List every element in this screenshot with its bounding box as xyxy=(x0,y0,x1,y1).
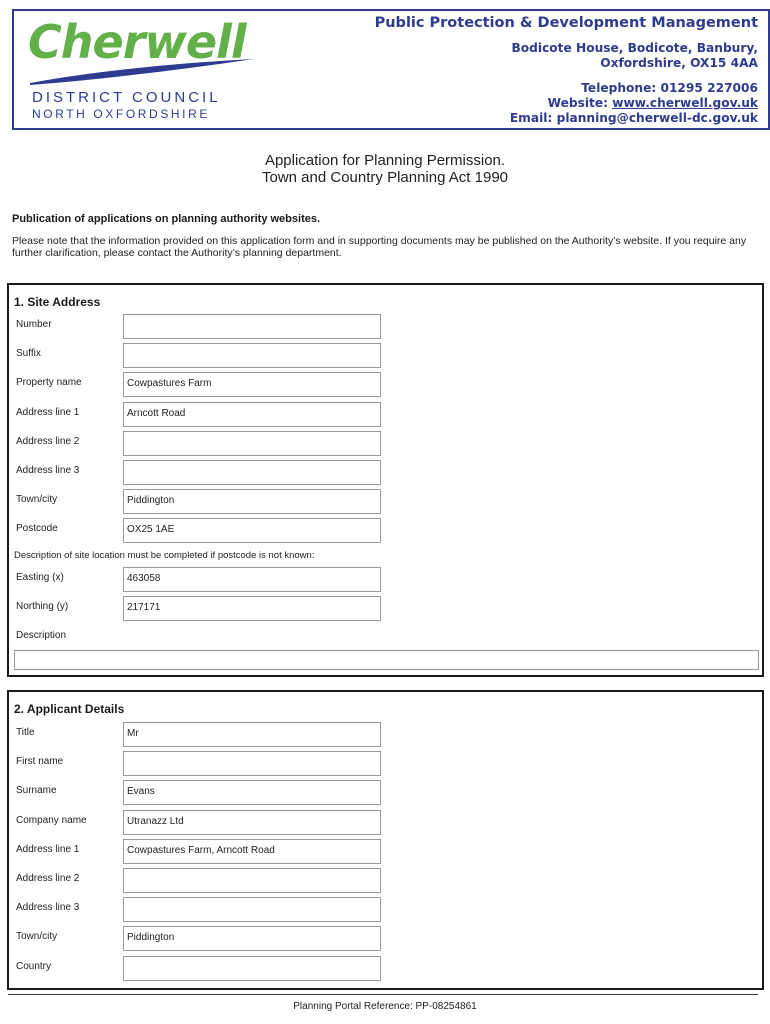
field-label: Surname xyxy=(16,785,57,797)
website-link[interactable]: www.cherwell.gov.uk xyxy=(612,96,758,110)
text-field[interactable] xyxy=(123,460,381,485)
site-address-row xyxy=(9,431,762,455)
field-label: Address line 1 xyxy=(16,843,80,855)
applicant-row xyxy=(9,780,762,804)
site-address-row xyxy=(9,314,762,338)
text-field[interactable] xyxy=(123,897,381,922)
field-label: Town/city xyxy=(16,931,58,943)
location-row xyxy=(9,596,762,620)
text-field[interactable]: Piddington xyxy=(123,489,381,514)
contact-block xyxy=(375,15,758,126)
text-field[interactable]: OX25 1AE xyxy=(123,518,381,543)
field-label: Address line 1 xyxy=(16,406,80,418)
council-logo-wordmark: Cherwell xyxy=(28,15,246,69)
document-title xyxy=(0,152,770,186)
site-address-section xyxy=(7,283,764,677)
applicant-row xyxy=(9,868,762,892)
field-label: Postcode xyxy=(16,523,58,535)
email-line xyxy=(375,111,758,126)
text-field[interactable]: Evans xyxy=(123,780,381,805)
section-title: 1. Site Address xyxy=(14,295,101,309)
site-address-row xyxy=(9,518,762,542)
text-field[interactable] xyxy=(123,956,381,981)
site-address-row xyxy=(9,460,762,484)
applicant-row xyxy=(9,751,762,775)
logo-north-oxfordshire: NORTH OXFORDSHIRE xyxy=(32,107,210,121)
text-field[interactable] xyxy=(123,431,381,456)
field-label: Town/city xyxy=(16,494,58,506)
text-field[interactable] xyxy=(123,343,381,368)
field-label: Title xyxy=(16,727,35,738)
publication-text: Please note that the information provided on this application form and in supporting documents may be published on the Authority’s website. If you require any further clarification, please contact the Authority’s planning department. xyxy=(12,235,747,259)
site-address-row xyxy=(9,489,762,513)
field-label: Easting (x) xyxy=(16,572,64,583)
title-line-2: Town and Country Planning Act 1990 xyxy=(262,169,508,186)
field-label: Northing (y) xyxy=(16,601,69,613)
applicant-row xyxy=(9,722,762,746)
field-label: Address line 3 xyxy=(16,902,80,914)
applicant-row xyxy=(9,810,762,834)
text-field[interactable]: Cowpastures Farm xyxy=(123,372,381,397)
text-field[interactable] xyxy=(123,314,381,339)
email-link[interactable]: planning@cherwell-dc.gov.uk xyxy=(556,111,758,125)
portal-reference: Planning Portal Reference: PP-08254861 xyxy=(293,1001,477,1012)
applicant-details-section xyxy=(7,690,764,990)
field-label: Country xyxy=(16,960,52,972)
site-address-row xyxy=(9,372,762,396)
field-label: Number xyxy=(16,319,52,330)
applicant-row xyxy=(9,839,762,863)
field-label: Address line 3 xyxy=(16,465,80,476)
field-label: Company name xyxy=(16,814,87,826)
text-field[interactable]: Mr xyxy=(123,722,381,747)
site-address-row xyxy=(9,343,762,367)
location-row xyxy=(9,567,762,591)
publication-heading: Publication of applications on planning authority websites. xyxy=(12,213,321,225)
website-label: Website: xyxy=(547,96,613,110)
letterhead-banner xyxy=(12,9,770,130)
field-label: First name xyxy=(16,756,64,768)
description-field[interactable] xyxy=(14,650,759,670)
logo-swoosh-icon xyxy=(26,57,256,87)
field-label: Address line 2 xyxy=(16,435,80,447)
footer-divider xyxy=(8,994,758,995)
text-field[interactable]: Cowpastures Farm, Arncott Road xyxy=(123,839,381,864)
address-line-2: Oxfordshire, OX15 4AA xyxy=(600,56,758,70)
address-line-1: Bodicote House, Bodicote, Banbury, xyxy=(511,41,758,55)
description-label: Description xyxy=(16,630,67,641)
telephone: Telephone: 01295 227006 xyxy=(581,81,758,95)
email-label: Email: xyxy=(509,111,557,125)
text-field[interactable]: Utranazz Ltd xyxy=(123,810,381,835)
section-title: 2. Applicant Details xyxy=(14,702,125,716)
department-name: Public Protection & Development Management xyxy=(374,15,758,31)
website-line xyxy=(375,96,758,111)
text-field[interactable]: 463058 xyxy=(123,567,381,592)
applicant-row xyxy=(9,956,762,980)
text-field[interactable]: 217171 xyxy=(123,596,381,621)
field-label: Suffix xyxy=(16,348,41,360)
title-line-1: Application for Planning Permission. xyxy=(264,152,506,169)
logo-district-council: DISTRICT COUNCIL xyxy=(32,89,221,106)
applicant-row xyxy=(9,926,762,950)
text-field[interactable] xyxy=(123,868,381,893)
site-address-row xyxy=(9,402,762,426)
text-field[interactable]: Piddington xyxy=(123,926,381,951)
field-label: Property name xyxy=(16,377,82,389)
applicant-row xyxy=(9,897,762,921)
field-label: Address line 2 xyxy=(16,873,80,884)
text-field[interactable] xyxy=(123,751,381,776)
text-field[interactable]: Arncott Road xyxy=(123,402,381,427)
location-note: Description of site location must be completed if postcode is not known: xyxy=(14,550,315,561)
